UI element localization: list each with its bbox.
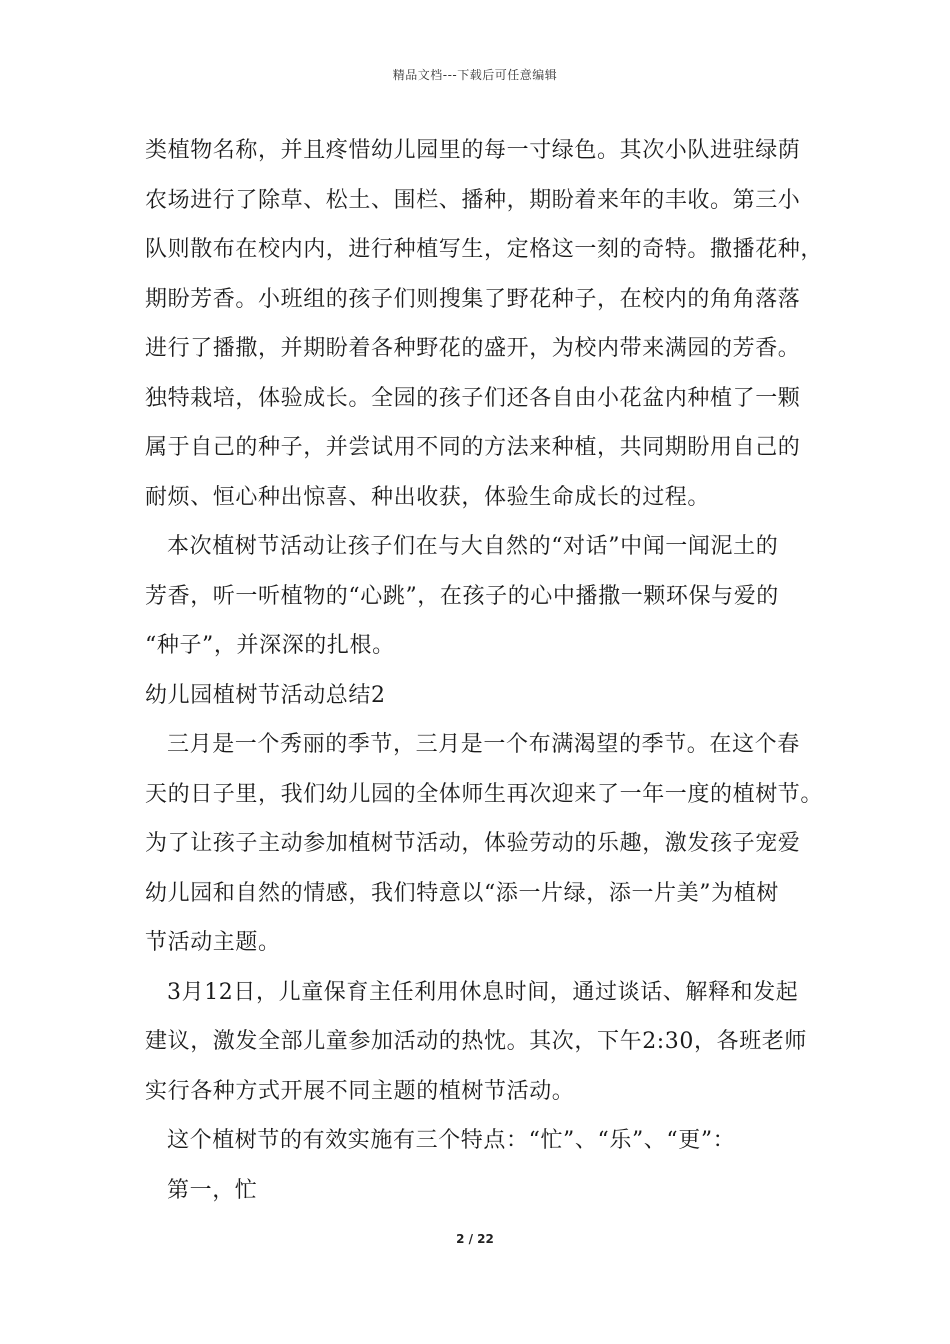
text-line: 节活动主题。 (145, 930, 281, 955)
text-line: 农场进行了除草、松土、围栏、播种，期盼着来年的丰收。第三小 (145, 187, 801, 213)
page-number: 2 / 22 (456, 1232, 494, 1246)
text-line: 属于自己的种子，并尝试用不同的方法来种植，共同期盼用自己的 (145, 435, 801, 460)
text-line: 进行了播撒，并期盼着各种野花的盛开，为校内带来满园的芳香。 (145, 336, 801, 361)
text-line: 类植物名称，并且疼惜幼儿园里的每一寸绿色。其次小队进驻绿荫 (145, 138, 801, 163)
text-line: 独特栽培，体验成长。全园的孩子们还各自由小花盆内种植了一颗 (145, 385, 801, 411)
document-body (145, 126, 825, 1215)
text-line: 幼儿园和自然的情感，我们特意以“添一片绿，添一片美”为植树 (145, 880, 779, 906)
text-line: 队则散布在校内内，进行种植写生，定格这一刻的奇特。撒播花种， (145, 237, 824, 262)
text-line: 芳香，听一听植物的“心跳”，在孩子的心中播撒一颗环保与爱的 (145, 583, 779, 609)
text-line: 天的日子里，我们幼儿园的全体师生再次迎来了一年一度的植树节。 (145, 781, 824, 807)
section-heading: 幼儿园植树节活动总结2 (145, 682, 386, 708)
text-line: 3月12日，儿童保育主任利用休息时间，通过谈话、解释和发起 (167, 979, 799, 1005)
text-line: 为了让孩子主动参加植树节活动，体验劳动的乐趣，激发孩子宠爱 (145, 831, 801, 856)
text-line: 本次植树节活动让孩子们在与大自然的“对话”中闻一闻泥土的 (167, 534, 779, 559)
text-line: 这个植树节的有效实施有三个特点：“忙”、“乐”、“更”： (167, 1128, 736, 1153)
text-line: 实行各种方式开展不同主题的植树节活动。 (145, 1078, 575, 1104)
text-line: “种子”，并深深的扎根。 (145, 633, 395, 658)
text-line: 耐烦、恒心种出惊喜、种出收获，体验生命成长的过程。 (145, 484, 711, 510)
text-line: 第一，忙 (167, 1177, 258, 1203)
text-line: 三月是一个秀丽的季节，三月是一个布满渴望的季节。在这个春 (167, 732, 800, 757)
text-line: 建议，激发全部儿童参加活动的热忱。其次，下午2:30，各班老师 (145, 1029, 808, 1054)
text-line: 期盼芳香。小班组的孩子们则搜集了野花种子，在校内的角角落落 (145, 286, 801, 312)
page-header: 精品文档---下载后可任意编辑 (392, 68, 558, 82)
